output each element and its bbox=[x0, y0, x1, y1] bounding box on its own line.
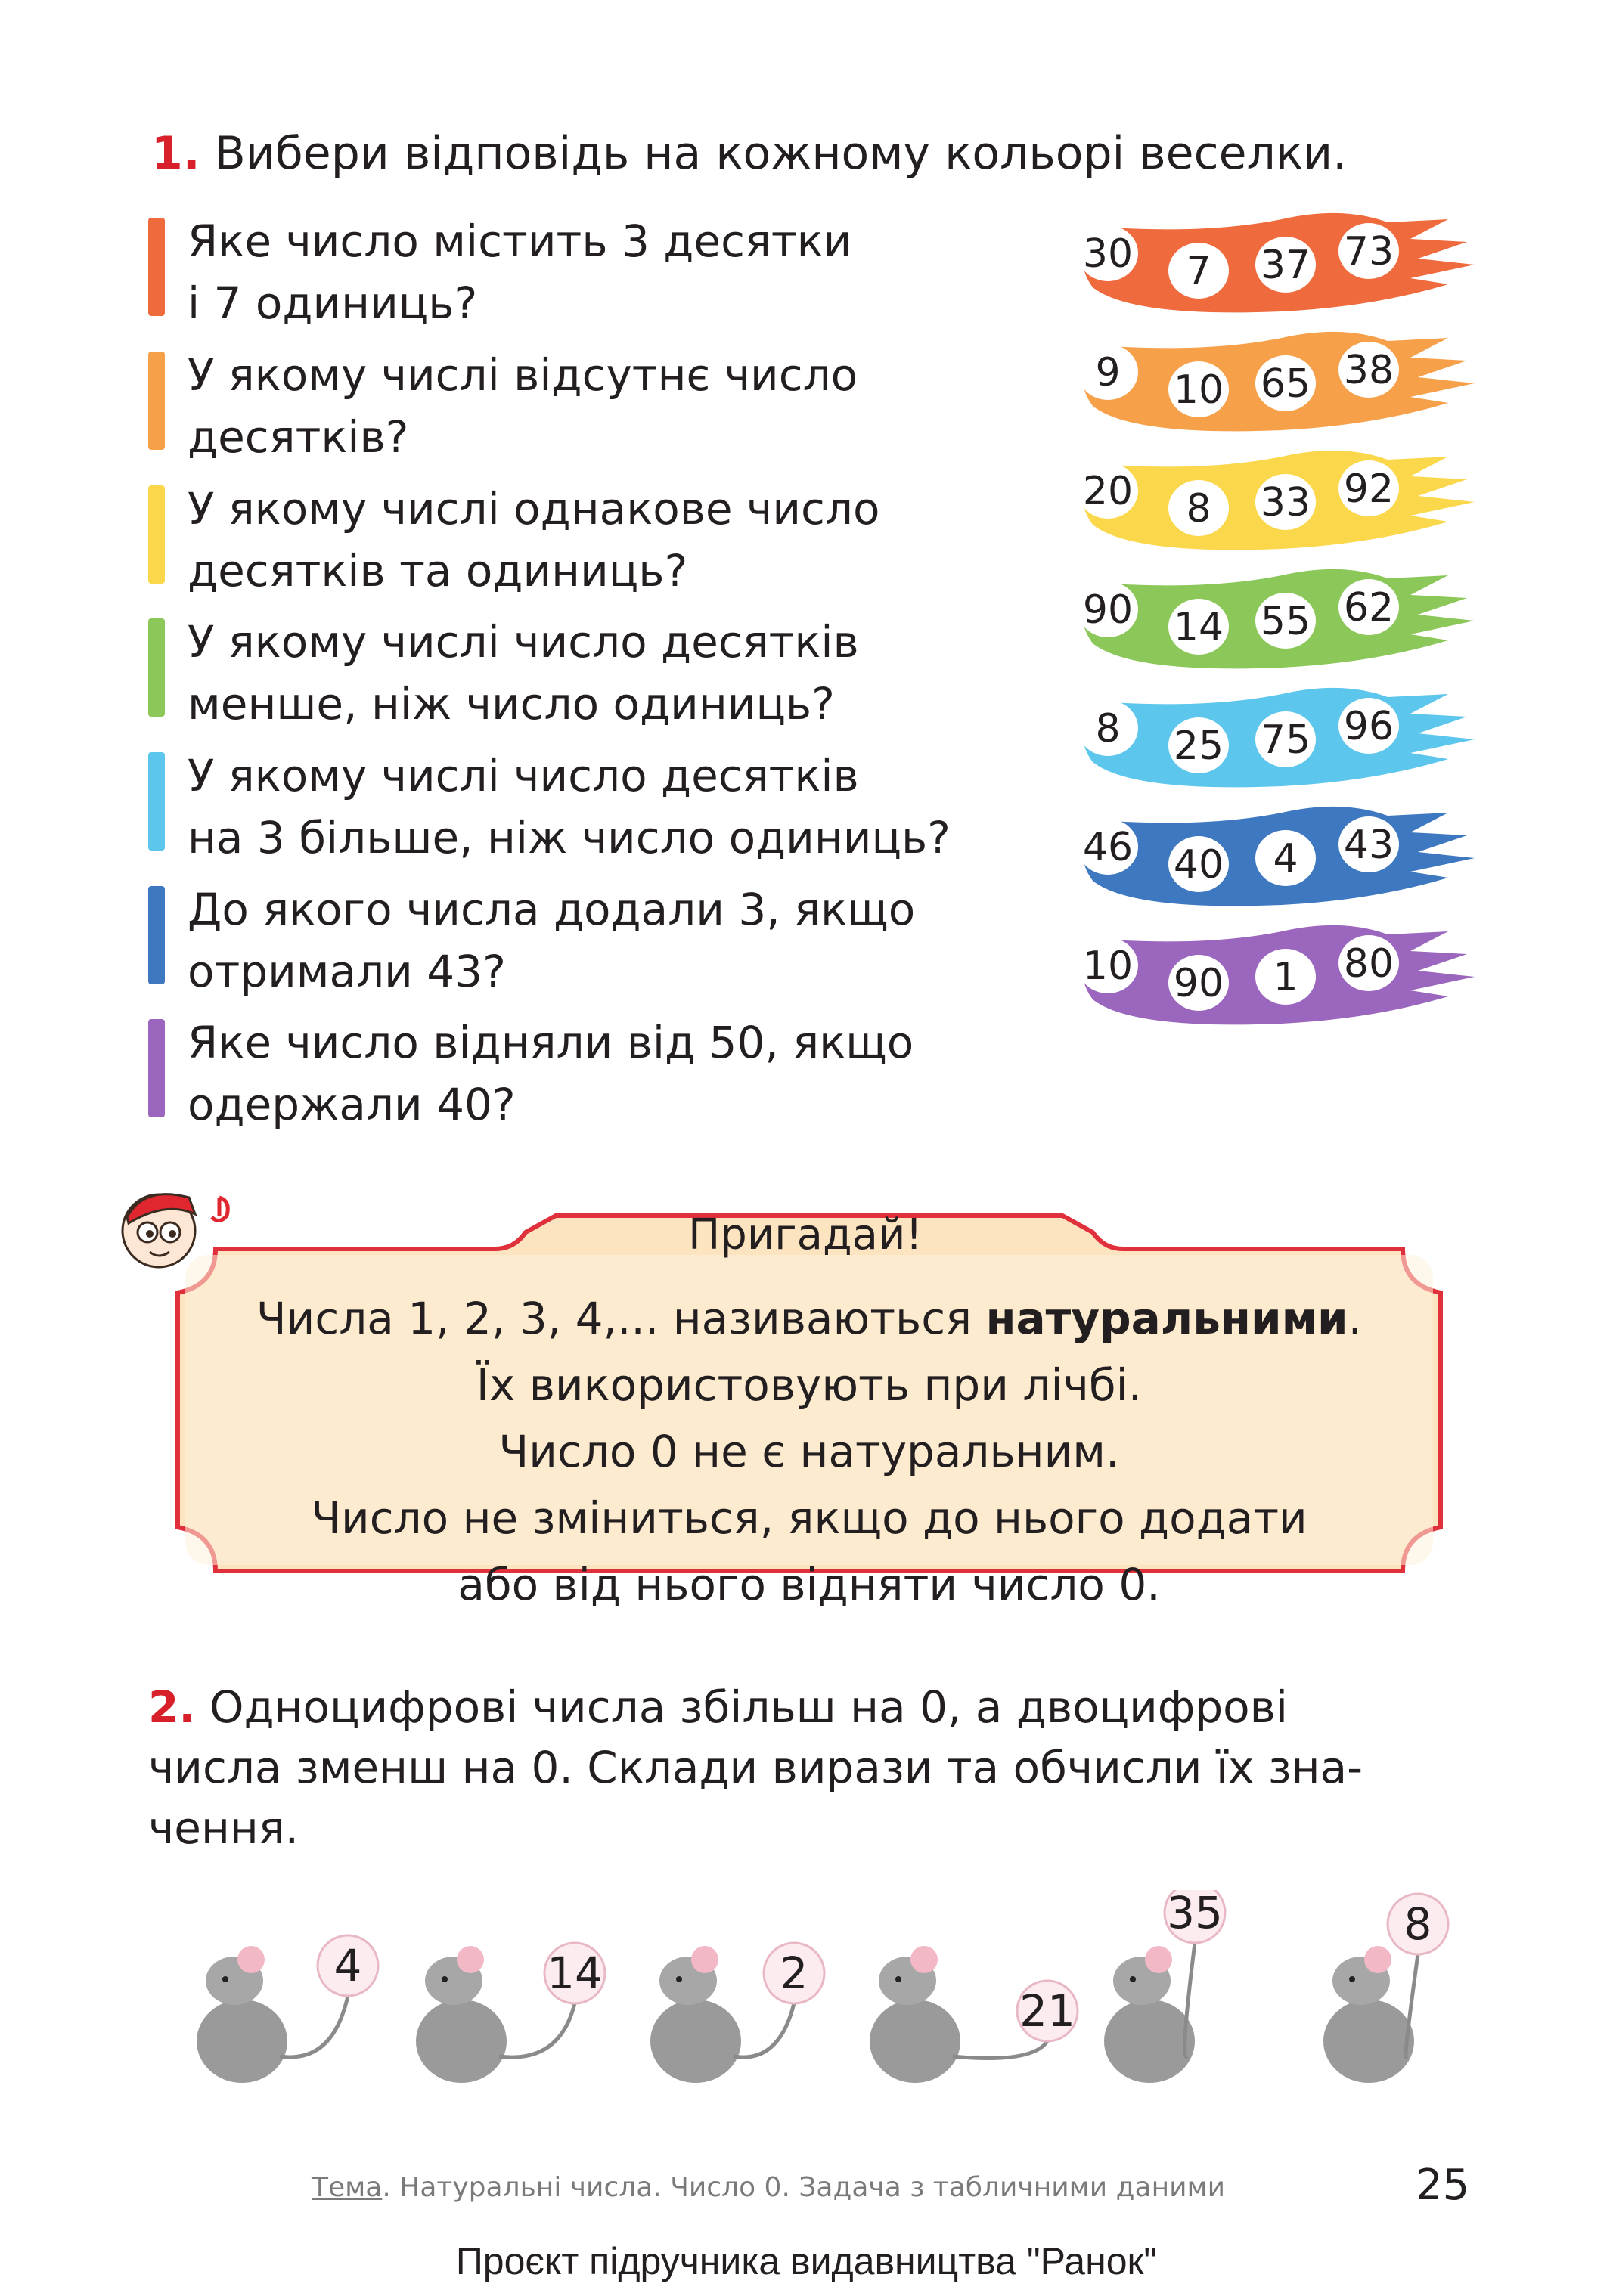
answer-option: 8 bbox=[1095, 706, 1121, 751]
question-6 bbox=[148, 878, 1056, 999]
answer-option: 37 bbox=[1260, 243, 1311, 288]
reminder-line-4: Число не зміниться, якщо до нього додати bbox=[311, 1492, 1307, 1544]
task-2-line-3: чення. bbox=[148, 1802, 299, 1854]
balloon-number: 8 bbox=[1404, 1898, 1432, 1950]
answer-option: 20 bbox=[1082, 469, 1134, 514]
answer-option: 38 bbox=[1343, 348, 1394, 393]
rainbow-answers bbox=[1055, 212, 1478, 1051]
answer-option: 43 bbox=[1343, 823, 1394, 868]
balloon-number: 21 bbox=[1019, 1985, 1075, 2037]
question-2 bbox=[148, 344, 1056, 465]
answer-option: 40 bbox=[1173, 842, 1224, 888]
page-number: 25 bbox=[1416, 2161, 1470, 2210]
answer-option: 62 bbox=[1343, 585, 1394, 631]
question-text: У якому числі однакове число десятків та одиниць? bbox=[188, 483, 880, 596]
answer-option: 14 bbox=[1173, 605, 1224, 650]
answer-option: 65 bbox=[1260, 361, 1311, 407]
question-3 bbox=[148, 478, 1056, 599]
question-text: У якому числі відсутнє число десятків? bbox=[188, 349, 858, 463]
answer-option: 10 bbox=[1173, 367, 1224, 413]
question-4 bbox=[148, 611, 1056, 732]
question-color-bar bbox=[148, 1019, 165, 1117]
mice-illustration bbox=[151, 1890, 1482, 2117]
question-color-bar bbox=[148, 618, 165, 717]
question-text: У якому числі число десятків менше, ніж число одиниць? bbox=[188, 616, 859, 730]
rainbow-band-5 bbox=[1078, 688, 1475, 787]
answer-option: 96 bbox=[1343, 704, 1394, 749]
answer-option: 10 bbox=[1082, 943, 1134, 989]
answer-option: 80 bbox=[1343, 941, 1394, 987]
task-1-title bbox=[151, 127, 1347, 180]
answer-option: 7 bbox=[1186, 249, 1211, 294]
question-5 bbox=[148, 745, 1056, 866]
answer-option: 90 bbox=[1082, 587, 1134, 633]
task-2 bbox=[148, 1677, 1464, 1858]
mouse-with-number bbox=[197, 1935, 378, 2083]
question-text: Яке число містить 3 десятки і 7 одиниць? bbox=[188, 215, 852, 329]
rainbow-band-6 bbox=[1078, 807, 1475, 906]
answer-option: 46 bbox=[1082, 825, 1134, 870]
reminder-title: Пригадай! bbox=[688, 1210, 923, 1260]
task-1-text: Вибери відповідь на кожному кольорі веселки. bbox=[214, 127, 1348, 180]
reminder-line-3: Число 0 не є натуральним. bbox=[498, 1426, 1120, 1477]
question-color-bar bbox=[148, 352, 165, 450]
question-color-bar bbox=[148, 485, 165, 584]
answer-option: 1 bbox=[1273, 955, 1298, 1000]
answer-option: 73 bbox=[1343, 229, 1394, 274]
reminder-line-5: або від нього відняти число 0. bbox=[458, 1559, 1161, 1610]
reminder-line-1: Числа 1, 2, 3, 4,... називаються натуральними. bbox=[256, 1293, 1363, 1344]
answer-option: 75 bbox=[1260, 717, 1311, 763]
answer-option: 4 bbox=[1273, 836, 1298, 882]
answer-option: 9 bbox=[1095, 350, 1121, 395]
question-color-bar bbox=[148, 886, 165, 984]
question-1 bbox=[148, 210, 1056, 331]
rainbow-band-4 bbox=[1078, 569, 1475, 668]
rainbow-band-7 bbox=[1078, 925, 1475, 1024]
rainbow-band-3 bbox=[1078, 451, 1475, 550]
mouse-with-number bbox=[416, 1943, 605, 2083]
question-color-bar bbox=[148, 218, 165, 316]
mascot-boy-icon bbox=[106, 1170, 250, 1284]
balloon-number: 2 bbox=[780, 1947, 808, 1999]
mouse-with-number bbox=[1323, 1894, 1448, 2083]
task-1-number: 1. bbox=[151, 127, 200, 180]
answer-option: 33 bbox=[1260, 480, 1311, 525]
rainbow-band-1 bbox=[1078, 213, 1475, 312]
question-7 bbox=[148, 1012, 1056, 1133]
mouse-with-number bbox=[650, 1943, 824, 2083]
balloon-number: 35 bbox=[1167, 1890, 1223, 1938]
answer-option: 55 bbox=[1260, 599, 1311, 644]
answer-option: 90 bbox=[1173, 961, 1224, 1006]
rainbow-band-2 bbox=[1078, 332, 1475, 431]
reminder-text bbox=[174, 1285, 1444, 1618]
reminder-line-2: Їх використовують при лічбі. bbox=[476, 1359, 1143, 1411]
answer-option: 92 bbox=[1343, 466, 1394, 512]
question-text: У якому числі число десятків на 3 більше, ніж число одиниць? bbox=[188, 750, 951, 863]
mouse-with-number bbox=[870, 1946, 1078, 2083]
question-color-bar bbox=[148, 752, 165, 851]
publisher-note: Проєкт підручника видавництва "Ранок" bbox=[455, 2240, 1158, 2282]
task-2-line-2: числа зменш на 0. Склади вирази та обчисли їх зна- bbox=[148, 1742, 1363, 1793]
task-2-line-1: 2. Одноцифрові числа збільш на 0, а двоцифрові bbox=[148, 1681, 1288, 1733]
balloon-number: 14 bbox=[547, 1947, 603, 1999]
mouse-with-number bbox=[1104, 1890, 1225, 2083]
answer-option: 30 bbox=[1082, 231, 1134, 277]
question-text: До якого числа додали 3, якщо отримали 43? bbox=[188, 884, 916, 997]
answer-option: 25 bbox=[1173, 724, 1224, 769]
balloon-number: 4 bbox=[333, 1940, 362, 1991]
question-text: Яке число відняли від 50, якщо одержали 40? bbox=[188, 1017, 914, 1130]
answer-option: 8 bbox=[1186, 486, 1211, 531]
task-2-number: 2. bbox=[148, 1681, 196, 1733]
footer-topic: Тема. Натуральні числа. Число 0. Задача з табличними даними bbox=[312, 2172, 1226, 2203]
